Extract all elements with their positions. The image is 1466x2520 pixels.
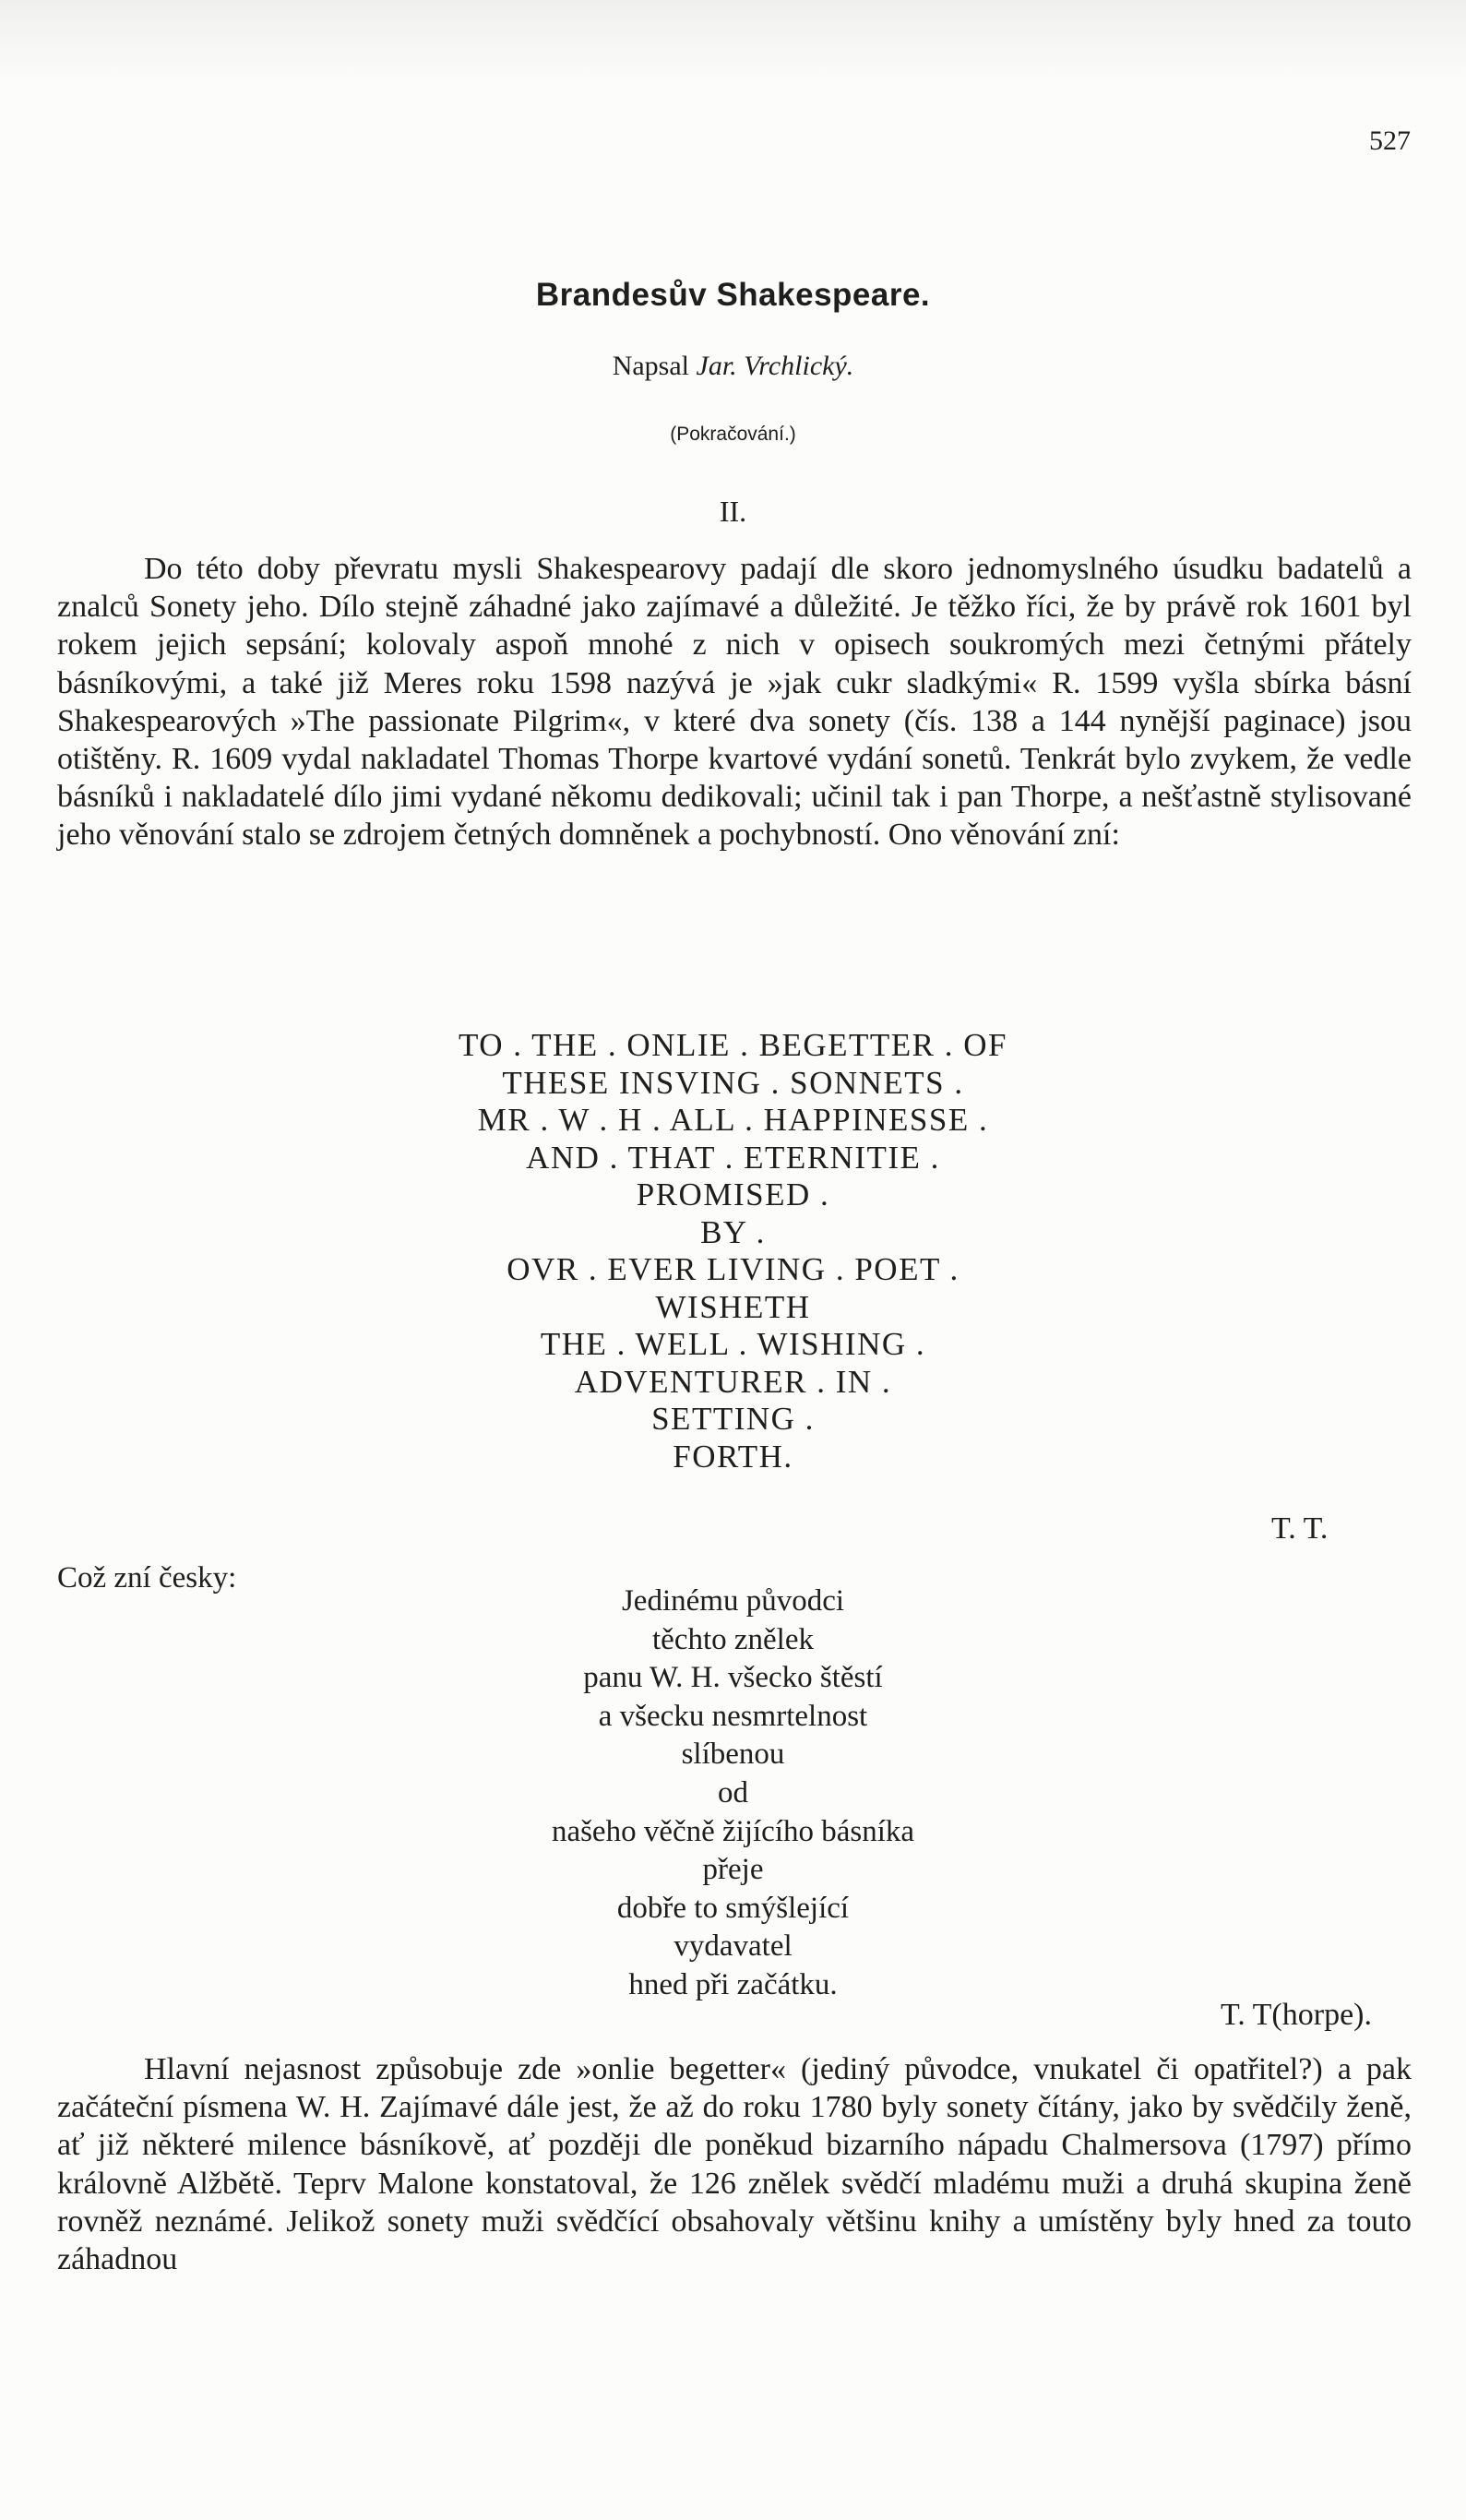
dedication-line: TO . THE . ONLIE . BEGETTER . OF: [459, 1027, 1007, 1063]
dedication-line: MR . W . H . ALL . HAPPINESSE .: [477, 1102, 989, 1138]
paragraph-1-text: Do této doby převratu mysli Shakespearovy padají dle skoro jednomyslného úsudku badatelů a znalců Sonety jeho. Dílo stejně záhadné jako zajímavé a důležité. Je těžko říci, že by právě rok 1601 byl rokem jejich sepsání; kolovaly aspoň mnohé z nich v opisech soukromých mezi četnými přátely básníkovými, a také již Meres roku 1598 nazývá je »jak cukr sladkými« R. 1599 vyšla sbírka básní Shakespearových »The passionate Pilgrim«, v které dva sonety (čís. 138 a 144 nynější paginace) jsou otištěny. R. 1609 vydal nakladatel Thomas Thorpe kvartové vydání sonetů. Tenkrát bylo zvykem, že vedle básníků i nakladatelé dílo jimi vydané někomu dedikovali; učinil tak i pan Thorpe, a nešťastně stylisované jeho věnování stalo se zdrojem četných domněnek a pochybností. Ono věnování zní:: [57, 552, 1412, 853]
paragraph-2: [57, 2050, 1412, 2278]
dedication-czech-line: našeho věčně žijícího básníka: [551, 1814, 915, 1848]
dedication-czech-line: panu W. H. všecko štěstí: [583, 1661, 883, 1695]
dedication-line: ADVENTURER . IN .: [574, 1363, 892, 1400]
dedication-line: BY .: [700, 1213, 766, 1250]
paragraph-1: [57, 550, 1412, 854]
dedication-line: WISHETH: [655, 1288, 811, 1325]
byline: [0, 351, 1466, 382]
dedication-czech-line: a všecku nesmrtelnost: [598, 1699, 868, 1733]
section-numeral: II.: [719, 495, 747, 528]
article-title: Brandesův Shakespeare.: [535, 277, 931, 313]
dedication-line: SETTING .: [651, 1401, 815, 1437]
dedication-czech-line: hned při začátku.: [628, 1967, 838, 2001]
dedication-line: THESE INSVING . SONNETS .: [502, 1064, 964, 1101]
dedication-line: AND . THAT . ETERNITIE .: [526, 1139, 940, 1176]
dedication-czech-line: Jedinému původci: [621, 1584, 845, 1618]
dedication-line: FORTH.: [673, 1438, 793, 1475]
dedication-line: PROMISED .: [636, 1176, 830, 1212]
signature-tt: T. T.: [1271, 1511, 1329, 1546]
dedication-czech-line: dobře to smýšlející: [616, 1891, 850, 1925]
dedication-english: [0, 1027, 1466, 1475]
dedication-czech-line: vydavatel: [673, 1929, 793, 1964]
dedication-czech-line: těchto znělek: [652, 1622, 814, 1656]
dedication-czech-line: přeje: [702, 1853, 764, 1887]
dedication-line: THE . WELL . WISHING .: [540, 1326, 926, 1362]
signature-thorpe: T. T(horpe).: [1221, 1998, 1372, 2032]
czech-intro: Což zní česky:: [57, 1561, 237, 1594]
dedication-czech-line: od: [718, 1775, 748, 1809]
dedication-line: OVR . EVER LIVING . POET .: [507, 1251, 959, 1287]
dedication-czech-line: slíbenou: [681, 1738, 785, 1772]
page-number: 527: [1369, 125, 1411, 156]
byline-prefix: Napsal: [612, 351, 690, 381]
scan-shadow: [0, 0, 1466, 83]
continuation-note: (Pokračování.): [670, 424, 796, 445]
paragraph-2-text: Hlavní nejasnost způsobuje zde »onlie begetter« (jediný původce, vnukatel či opatřitel?) a pak začáteční písmena W. H. Zajímavé dále jest, že až do roku 1780 byly sonety čítány, jako by svědčily ženě, ať již některé milence básníkově, ať později dle poněkud bizarního nápadu Chalmersova (1797) přímo královně Alžbětě. Teprv Malone konstatoval, že 126 znělek svědčí mladému muži a druhá skupina ženě rovněž neznámé. Jelikož sonety muži svědčící obsahovaly většinu knihy a umístěny byly hned za touto záhadnou: [57, 2052, 1412, 2277]
dedication-czech: [0, 1582, 1466, 2005]
author-name: Jar. Vrchlický.: [696, 351, 854, 381]
